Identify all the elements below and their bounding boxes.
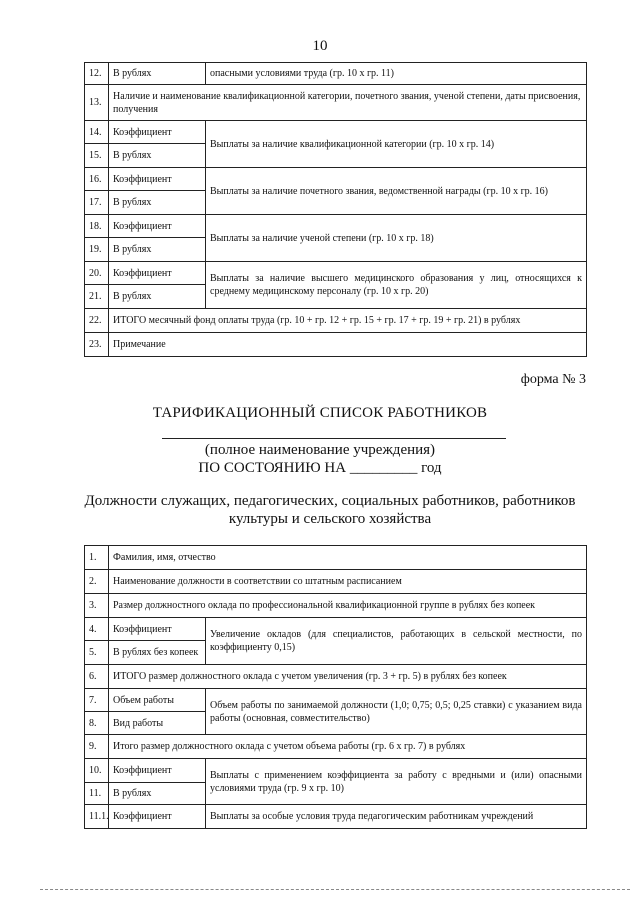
table-row [85,618,587,641]
table-row [85,735,587,759]
form-number: форма № 3 [520,372,586,387]
table-row [85,63,587,85]
table-row [85,121,587,144]
table-row [85,546,587,570]
row-number: 12. [85,63,109,85]
continued-tarification-table [84,62,587,357]
row-label: В рублях [109,285,206,309]
row-text: Итого размер должностного оклада с учетом объема работы (гр. 6 х гр. 7) в рублях [109,735,587,759]
table-row [85,689,587,712]
row-number: 9. [85,735,109,759]
row-number: 19. [85,238,109,262]
row-number: 11.1. [85,805,109,829]
row-description: Выплаты за особые условия труда педагогическим работникам учреждений [206,805,587,829]
date-line: ПО СОСТОЯНИЮ НА _________ год [198,460,442,476]
row-label: Коэффициент [109,121,206,144]
row-description: Выплаты за наличие почетного звания, ведомственной награды (гр. 10 х гр. 16) [206,168,587,215]
row-label: В рублях [109,238,206,262]
row-description: опасными условиями труда (гр. 10 х гр. 11) [206,63,587,85]
row-description: Выплаты за наличие высшего медицинского образования у лиц, относящихся к среднему медицинскому персоналу (гр. 10 х гр. 20) [206,262,587,309]
table-row [85,262,587,285]
row-number: 8. [85,712,109,735]
row-text: Наименование должности в соответствии со штатным расписанием [109,570,587,594]
row-number: 7. [85,689,109,712]
row-label: Вид работы [109,712,206,735]
row-description: Объем работы по занимаемой должности (1,0; 0,75; 0,5; 0,25 ставки) с указанием вида работы (основная, совместительство) [206,689,587,735]
document-title: ТАРИФИКАЦИОННЫЙ СПИСОК РАБОТНИКОВ [152,405,488,421]
row-number: 14. [85,121,109,144]
row-label: В рублях [109,191,206,215]
row-number: 1. [85,546,109,570]
page-bottom-rule [40,889,630,890]
row-number: 10. [85,759,109,783]
table-row [85,215,587,238]
row-number: 3. [85,594,109,618]
table-row [85,333,587,357]
row-label: Коэффициент [109,618,206,641]
row-label: В рублях без копеек [109,641,206,665]
section-title: Должности служащих, педагогических, социальных работников, работников культуры и сельского хозяйства [84,493,576,527]
row-description: Выплаты за наличие ученой степени (гр. 10 х гр. 18) [206,215,587,262]
table-row [85,759,587,783]
row-number: 16. [85,168,109,191]
row-label: Коэффициент [109,805,206,829]
row-number: 4. [85,618,109,641]
row-text: Наличие и наименование квалификационной категории, почетного звания, ученой степени, даты присвоения, получения [109,85,587,121]
table-row [85,168,587,191]
row-number: 5. [85,641,109,665]
row-number: 22. [85,309,109,333]
row-label: Коэффициент [109,168,206,191]
row-text: ИТОГО размер должностного оклада с учетом увеличения (гр. 3 + гр. 5) в рублях без копеек [109,665,587,689]
table-row [85,665,587,689]
row-description: Выплаты с применением коэффициента за работу с вредными и (или) опасными условиями труда (гр. 9 х гр. 10) [206,759,587,805]
row-number: 20. [85,262,109,285]
row-number: 2. [85,570,109,594]
staff-tarification-table [84,545,587,829]
row-label: Коэффициент [109,215,206,238]
row-description: Увеличение окладов (для специалистов, работающих в сельской местности, по коэффициенту 0,15) [206,618,587,665]
row-number: 11. [85,783,109,805]
row-number: 15. [85,144,109,168]
row-label: Коэффициент [109,262,206,285]
row-number: 13. [85,85,109,121]
row-description: Выплаты за наличие квалификационной категории (гр. 10 х гр. 14) [206,121,587,168]
row-label: Объем работы [109,689,206,712]
row-number: 6. [85,665,109,689]
row-number: 18. [85,215,109,238]
row-text: Размер должностного оклада по профессиональной квалификационной группе в рублях без копеек [109,594,587,618]
row-text: Фамилия, имя, отчество [109,546,587,570]
row-number: 23. [85,333,109,357]
table-row [85,805,587,829]
table-row [85,85,587,121]
row-label: Коэффициент [109,759,206,783]
institution-caption: (полное наименование учреждения) [204,442,436,458]
row-label: В рублях [109,144,206,168]
table-row [85,309,587,333]
row-label: В рублях [109,63,206,85]
row-label: В рублях [109,783,206,805]
institution-name-line [162,438,506,439]
row-number: 17. [85,191,109,215]
table-row [85,570,587,594]
table-row [85,594,587,618]
row-text: ИТОГО месячный фонд оплаты труда (гр. 10 + гр. 12 + гр. 15 + гр. 17 + гр. 19 + гр. 21) в рублях [109,309,587,333]
row-text: Примечание [109,333,587,357]
row-number: 21. [85,285,109,309]
page-number: 10 [312,38,328,54]
